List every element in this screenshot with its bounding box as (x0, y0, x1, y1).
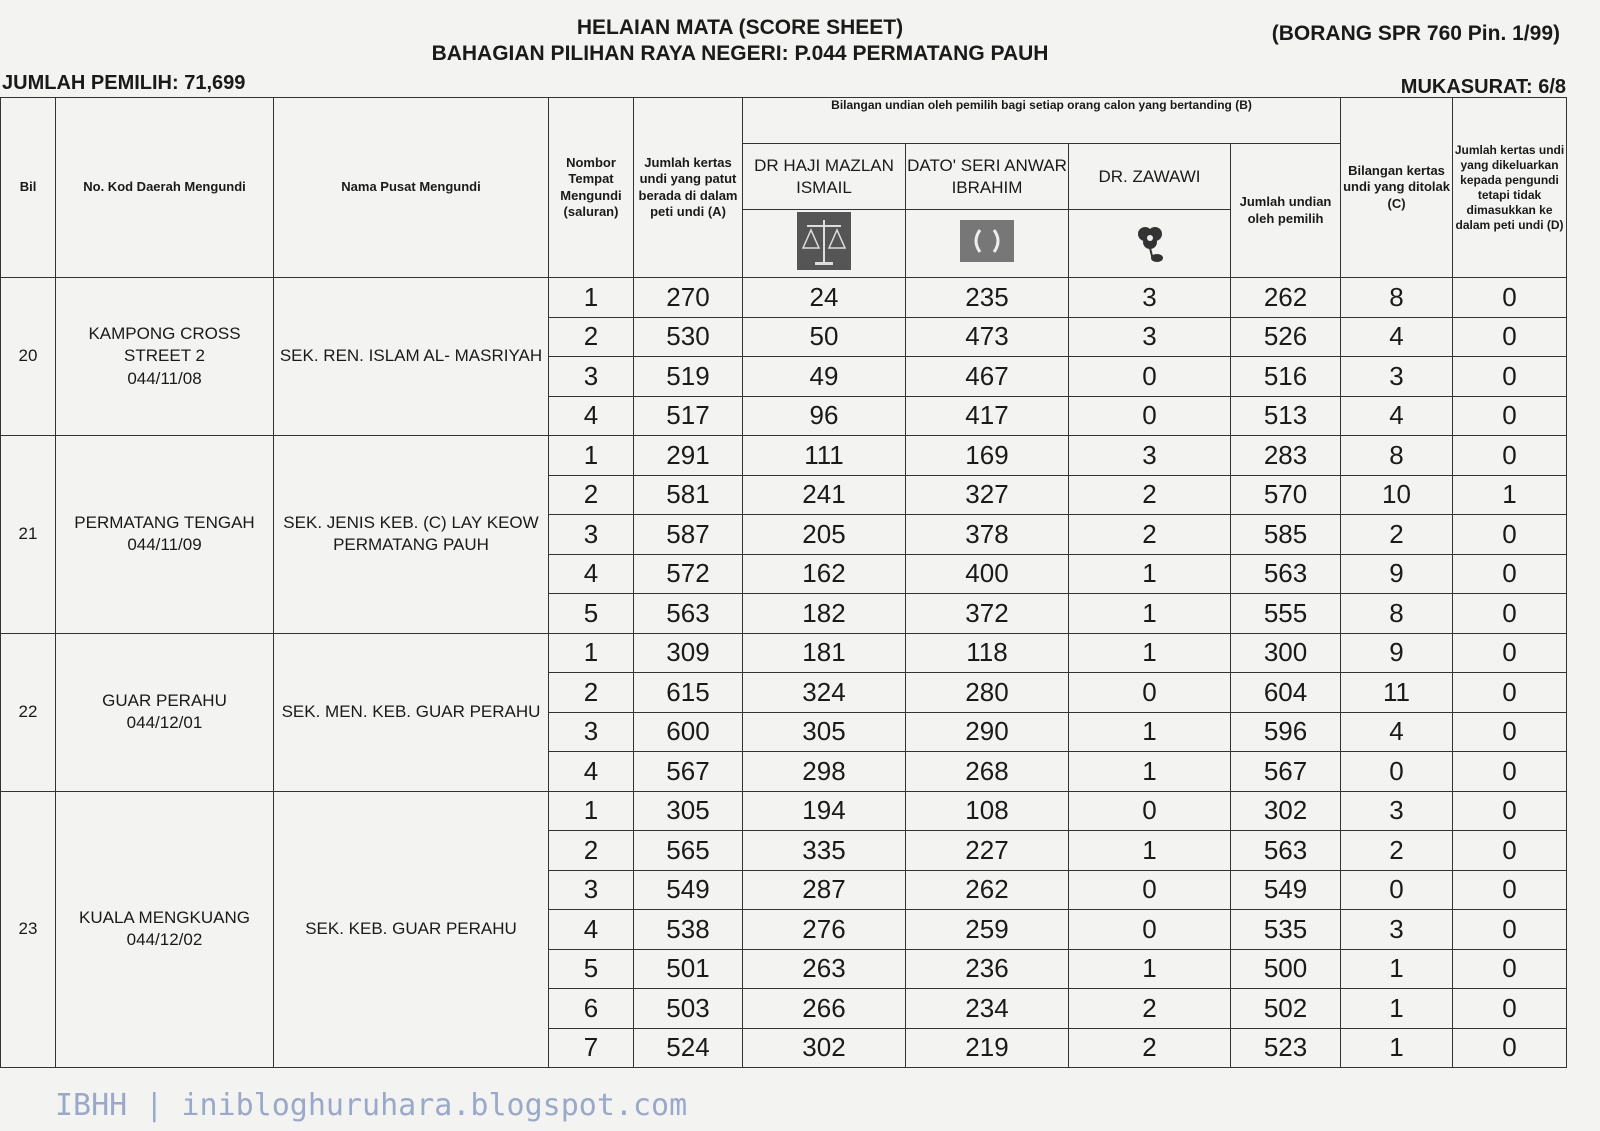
district-code-cell: KUALA MENGKUANG 044/12/02 (56, 791, 274, 1068)
rejected-c: 1 (1341, 1028, 1453, 1068)
total-votes: 302 (1231, 791, 1341, 831)
votes-anwar: 280 (906, 673, 1069, 713)
votes-zawawi: 1 (1069, 712, 1231, 752)
votes-zawawi: 0 (1069, 357, 1231, 397)
saluran: 3 (549, 712, 634, 752)
table-row (1, 278, 1567, 318)
bil-cell: 20 (1, 278, 56, 436)
votes-mazlan: 50 (743, 317, 906, 357)
saluran: 5 (549, 949, 634, 989)
col-nama: Nama Pusat Mengundi (274, 98, 549, 278)
ballots-a: 563 (634, 594, 743, 634)
total-votes: 596 (1231, 712, 1341, 752)
unreturned-d: 0 (1453, 910, 1567, 950)
constituency-title: BAHAGIAN PILIHAN RAYA NEGERI: P.044 PERMATANG PAUH (431, 42, 1049, 65)
saluran: 5 (549, 594, 634, 634)
votes-mazlan: 241 (743, 475, 906, 515)
ballots-a: 615 (634, 673, 743, 713)
polling-centre-cell: SEK. JENIS KEB. (C) LAY KEOW PERMATANG PAUH (274, 436, 549, 634)
ballots-a: 530 (634, 317, 743, 357)
rejected-c: 3 (1341, 357, 1453, 397)
unreturned-d: 0 (1453, 1028, 1567, 1068)
votes-zawawi: 3 (1069, 436, 1231, 476)
votes-zawawi: 0 (1069, 910, 1231, 950)
votes-anwar: 290 (906, 712, 1069, 752)
votes-anwar: 400 (906, 554, 1069, 594)
votes-mazlan: 162 (743, 554, 906, 594)
unreturned-d: 0 (1453, 673, 1567, 713)
unreturned-d: 0 (1453, 317, 1567, 357)
rejected-c: 9 (1341, 633, 1453, 673)
candidate-3: DR. ZAWAWI (1069, 144, 1231, 210)
total-votes: 300 (1231, 633, 1341, 673)
votes-mazlan: 287 (743, 870, 906, 910)
ballots-a: 501 (634, 949, 743, 989)
votes-mazlan: 24 (743, 278, 906, 318)
ballots-a: 270 (634, 278, 743, 318)
votes-zawawi: 1 (1069, 594, 1231, 634)
table-row (1, 633, 1567, 673)
rejected-c: 1 (1341, 989, 1453, 1029)
party-logo-2 (906, 210, 1069, 278)
total-votes: 502 (1231, 989, 1341, 1029)
flower-icon (1123, 212, 1177, 270)
votes-anwar: 467 (906, 357, 1069, 397)
bil-cell: 22 (1, 633, 56, 791)
party-logo-3 (1069, 210, 1231, 278)
total-votes: 523 (1231, 1028, 1341, 1068)
col-a: Jumlah kertas undi yang patut berada di dalam peti undi (A) (634, 98, 743, 278)
district-code-cell: GUAR PERAHU 044/12/01 (56, 633, 274, 791)
votes-anwar: 236 (906, 949, 1069, 989)
votes-mazlan: 49 (743, 357, 906, 397)
bil-cell: 23 (1, 791, 56, 1068)
ballots-a: 587 (634, 515, 743, 555)
saluran: 3 (549, 870, 634, 910)
rejected-c: 0 (1341, 870, 1453, 910)
candidate-1: DR HAJI MAZLAN ISMAIL (743, 144, 906, 210)
rejected-c: 4 (1341, 712, 1453, 752)
votes-zawawi: 0 (1069, 396, 1231, 436)
watermark: IBHH | inibloghuruhara.blogspot.com (55, 1088, 688, 1123)
total-votes: 570 (1231, 475, 1341, 515)
total-votes: 526 (1231, 317, 1341, 357)
ballots-a: 291 (634, 436, 743, 476)
votes-mazlan: 298 (743, 752, 906, 792)
votes-anwar: 372 (906, 594, 1069, 634)
total-votes: 585 (1231, 515, 1341, 555)
rejected-c: 10 (1341, 475, 1453, 515)
rejected-c: 8 (1341, 594, 1453, 634)
table-row (1, 791, 1567, 831)
saluran: 1 (549, 278, 634, 318)
unreturned-d: 0 (1453, 633, 1567, 673)
unreturned-d: 0 (1453, 396, 1567, 436)
votes-anwar: 262 (906, 870, 1069, 910)
votes-anwar: 235 (906, 278, 1069, 318)
saluran: 7 (549, 1028, 634, 1068)
unreturned-d: 0 (1453, 594, 1567, 634)
votes-anwar: 219 (906, 1028, 1069, 1068)
votes-mazlan: 96 (743, 396, 906, 436)
total-voters: JUMLAH PEMILIH: 71,699 (2, 72, 246, 94)
unreturned-d: 1 (1453, 475, 1567, 515)
votes-mazlan: 324 (743, 673, 906, 713)
district-code-cell: PERMATANG TENGAH 044/11/09 (56, 436, 274, 634)
saluran: 4 (549, 554, 634, 594)
ballots-a: 538 (634, 910, 743, 950)
col-jumlah: Jumlah undian oleh pemilih (1231, 144, 1341, 278)
saluran: 2 (549, 831, 634, 871)
pkr-logo-icon (960, 212, 1014, 270)
candidate-2: DATO' SERI ANWAR IBRAHIM (906, 144, 1069, 210)
col-c: Bilangan kertas undi yang ditolak (C) (1341, 98, 1453, 278)
votes-anwar: 259 (906, 910, 1069, 950)
ballots-a: 567 (634, 752, 743, 792)
ballots-a: 572 (634, 554, 743, 594)
ballots-a: 517 (634, 396, 743, 436)
total-votes: 555 (1231, 594, 1341, 634)
votes-anwar: 473 (906, 317, 1069, 357)
table-row (1, 436, 1567, 476)
unreturned-d: 0 (1453, 752, 1567, 792)
unreturned-d: 0 (1453, 554, 1567, 594)
total-votes: 283 (1231, 436, 1341, 476)
saluran: 1 (549, 436, 634, 476)
votes-anwar: 108 (906, 791, 1069, 831)
unreturned-d: 0 (1453, 791, 1567, 831)
saluran: 1 (549, 791, 634, 831)
unreturned-d: 0 (1453, 357, 1567, 397)
col-kod: No. Kod Daerah Mengundi (56, 98, 274, 278)
col-b: Bilangan undian oleh pemilih bagi setiap orang calon yang bertanding (B) (743, 98, 1341, 144)
votes-anwar: 169 (906, 436, 1069, 476)
votes-anwar: 268 (906, 752, 1069, 792)
saluran: 2 (549, 475, 634, 515)
ballots-a: 549 (634, 870, 743, 910)
col-d: Jumlah kertas undi yang dikeluarkan kepada pengundi tetapi tidak dimasukkan ke dalam peti undi (D) (1453, 98, 1567, 278)
votes-anwar: 417 (906, 396, 1069, 436)
total-votes: 500 (1231, 949, 1341, 989)
saluran: 1 (549, 633, 634, 673)
ballots-a: 565 (634, 831, 743, 871)
votes-anwar: 327 (906, 475, 1069, 515)
votes-zawawi: 1 (1069, 949, 1231, 989)
ballots-a: 309 (634, 633, 743, 673)
rejected-c: 8 (1341, 436, 1453, 476)
votes-zawawi: 2 (1069, 515, 1231, 555)
rejected-c: 2 (1341, 515, 1453, 555)
votes-mazlan: 276 (743, 910, 906, 950)
votes-zawawi: 2 (1069, 989, 1231, 1029)
votes-mazlan: 305 (743, 712, 906, 752)
votes-anwar: 118 (906, 633, 1069, 673)
ballots-a: 519 (634, 357, 743, 397)
rejected-c: 2 (1341, 831, 1453, 871)
saluran: 2 (549, 673, 634, 713)
votes-anwar: 234 (906, 989, 1069, 1029)
sheet-title: HELAIAN MATA (SCORE SHEET) (576, 16, 904, 39)
total-votes: 563 (1231, 831, 1341, 871)
score-table (0, 97, 1567, 1068)
rejected-c: 0 (1341, 752, 1453, 792)
votes-zawawi: 3 (1069, 278, 1231, 318)
votes-mazlan: 182 (743, 594, 906, 634)
votes-anwar: 378 (906, 515, 1069, 555)
votes-zawawi: 2 (1069, 1028, 1231, 1068)
rejected-c: 1 (1341, 949, 1453, 989)
polling-centre-cell: SEK. KEB. GUAR PERAHU (274, 791, 549, 1068)
party-logo-1 (743, 210, 906, 278)
unreturned-d: 0 (1453, 278, 1567, 318)
page-number: MUKASURAT: 6/8 (1400, 76, 1566, 98)
votes-zawawi: 0 (1069, 870, 1231, 910)
votes-zawawi: 0 (1069, 791, 1231, 831)
votes-mazlan: 111 (743, 436, 906, 476)
ballots-a: 524 (634, 1028, 743, 1068)
saluran: 4 (549, 910, 634, 950)
votes-anwar: 227 (906, 831, 1069, 871)
saluran: 3 (549, 515, 634, 555)
ballots-a: 600 (634, 712, 743, 752)
rejected-c: 11 (1341, 673, 1453, 713)
saluran: 4 (549, 752, 634, 792)
saluran: 4 (549, 396, 634, 436)
votes-mazlan: 266 (743, 989, 906, 1029)
saluran: 2 (549, 317, 634, 357)
votes-zawawi: 1 (1069, 633, 1231, 673)
votes-mazlan: 302 (743, 1028, 906, 1068)
rejected-c: 4 (1341, 396, 1453, 436)
ballots-a: 503 (634, 989, 743, 1029)
rejected-c: 8 (1341, 278, 1453, 318)
votes-mazlan: 335 (743, 831, 906, 871)
votes-zawawi: 3 (1069, 317, 1231, 357)
rejected-c: 3 (1341, 910, 1453, 950)
form-code: (BORANG SPR 760 Pin. 1/99) (1271, 22, 1560, 45)
polling-centre-cell: SEK. MEN. KEB. GUAR PERAHU (274, 633, 549, 791)
polling-centre-cell: SEK. REN. ISLAM AL- MASRIYAH (274, 278, 549, 436)
total-votes: 549 (1231, 870, 1341, 910)
votes-mazlan: 205 (743, 515, 906, 555)
saluran: 6 (549, 989, 634, 1029)
ballots-a: 305 (634, 791, 743, 831)
unreturned-d: 0 (1453, 712, 1567, 752)
unreturned-d: 0 (1453, 870, 1567, 910)
col-nombor: Nombor Tempat Mengundi (saluran) (549, 98, 634, 278)
saluran: 3 (549, 357, 634, 397)
votes-zawawi: 2 (1069, 475, 1231, 515)
total-votes: 535 (1231, 910, 1341, 950)
total-votes: 604 (1231, 673, 1341, 713)
unreturned-d: 0 (1453, 436, 1567, 476)
votes-mazlan: 263 (743, 949, 906, 989)
district-code-cell: KAMPONG CROSS STREET 2 044/11/08 (56, 278, 274, 436)
total-votes: 563 (1231, 554, 1341, 594)
total-votes: 513 (1231, 396, 1341, 436)
unreturned-d: 0 (1453, 515, 1567, 555)
total-votes: 567 (1231, 752, 1341, 792)
unreturned-d: 0 (1453, 989, 1567, 1029)
unreturned-d: 0 (1453, 831, 1567, 871)
scales-icon (797, 212, 851, 270)
ballots-a: 581 (634, 475, 743, 515)
rejected-c: 3 (1341, 791, 1453, 831)
votes-mazlan: 181 (743, 633, 906, 673)
votes-zawawi: 1 (1069, 554, 1231, 594)
col-bil: Bil (1, 98, 56, 278)
unreturned-d: 0 (1453, 949, 1567, 989)
votes-zawawi: 1 (1069, 752, 1231, 792)
total-votes: 262 (1231, 278, 1341, 318)
votes-zawawi: 0 (1069, 673, 1231, 713)
votes-zawawi: 1 (1069, 831, 1231, 871)
rejected-c: 4 (1341, 317, 1453, 357)
bil-cell: 21 (1, 436, 56, 634)
total-votes: 516 (1231, 357, 1341, 397)
votes-mazlan: 194 (743, 791, 906, 831)
rejected-c: 9 (1341, 554, 1453, 594)
